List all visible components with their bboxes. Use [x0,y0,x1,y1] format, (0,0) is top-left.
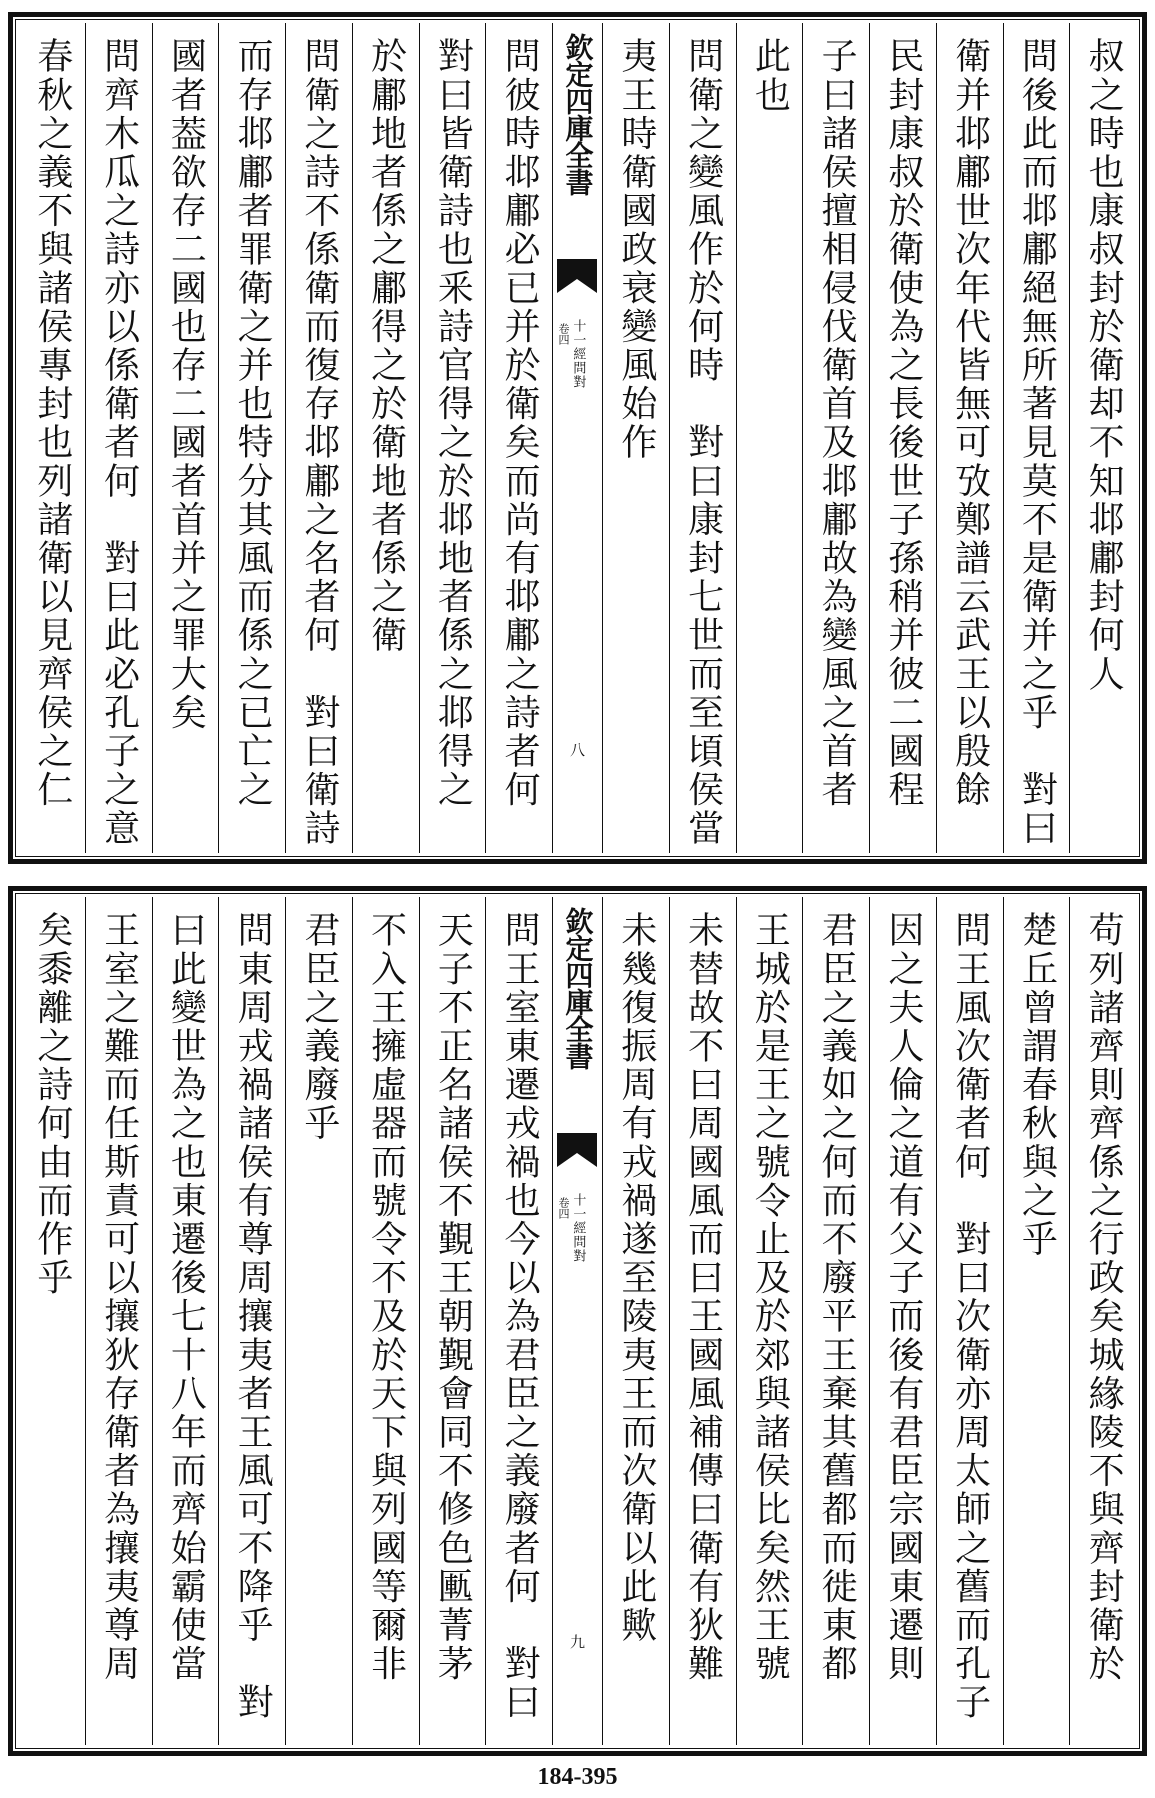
upper-page-columns [19,23,1136,853]
text-column [352,897,419,1745]
text-column [218,23,285,853]
text-column [285,23,352,853]
text-column [736,23,803,853]
column-text: 因之夫人倫之道有父子而後有君臣宗國東遷則 [882,911,924,1683]
fish-tail-mark-icon [557,1133,597,1167]
center-margin-header [552,897,602,1745]
folio-number: 九 [568,1634,586,1649]
column-text: 未幾復振周有戎禍遂至陵夷王而次衛以此歟 [615,911,657,1645]
column-text: 國者葢欲存二國也存二國者首并之罪大矣 [165,37,207,732]
column-text: 此也 [749,37,791,115]
column-text: 問東周戎禍諸侯有尊周攘夷者王風可不降乎 對 [232,911,274,1722]
column-text: 王城於是王之號令止及於郊與諸侯比矣然王號 [749,911,791,1683]
volume-label: 卷四 [557,323,570,345]
chapter-subtitle: 十一經問對 [570,1193,586,1263]
column-text: 苟列諸齊則齊係之行政矣城緣陵不與齊封衛於 [1083,911,1125,1683]
column-text: 問後此而邶鄘絕無所著見莫不是衛并之乎 對曰 [1016,37,1058,848]
text-column [869,897,936,1745]
upper-page [8,12,1147,864]
column-text: 問王室東遷戎禍也今以為君臣之義廢者何 對曰 [499,911,541,1722]
text-column [602,23,669,853]
column-text: 叔之時也康叔封於衛却不知邶鄘封何人 [1083,37,1125,694]
text-column [352,23,419,853]
column-text: 問齊木瓜之詩亦以係衛者何 對曰此必孔子之意 [98,37,140,848]
column-text: 問彼時邶鄘必已并於衛矣而尚有邶鄘之詩者何 [499,37,541,809]
text-column [152,23,219,853]
text-column [936,897,1003,1745]
text-column [152,897,219,1745]
column-text: 楚丘曾謂春秋與之乎 [1016,911,1058,1259]
column-text: 王室之難而任斯責可以攘狄存衛者為攘夷尊周 [98,911,140,1683]
text-column [85,23,152,853]
text-column [485,23,552,853]
book-title: 欽定四庫全書 [561,907,595,1069]
text-column [19,897,85,1745]
text-column [869,23,936,853]
folio-number: 八 [568,742,586,757]
text-column [1069,23,1136,853]
fish-tail-mark-icon [557,259,597,293]
text-column [218,897,285,1745]
text-column [485,897,552,1745]
column-text: 天子不正名諸侯不覲王朝覲會同不修色匭菁茅 [432,911,474,1683]
text-column [1003,23,1070,853]
column-text: 衛并邶鄘世次年代皆無可攷鄭譜云武王以殷餘 [949,37,991,809]
lower-page [8,886,1147,1756]
column-text: 矣黍離之詩何由而作乎 [31,911,73,1297]
text-column [1003,897,1070,1745]
text-column [419,897,486,1745]
column-text: 而存邶鄘者罪衛之并也特分其風而係之已亡之 [232,37,274,809]
page-reference: 184-395 [537,1764,618,1790]
text-column [669,23,736,853]
column-text: 未替故不曰周國風而曰王國風補傳曰衛有狄難 [682,911,724,1683]
text-column [669,897,736,1745]
column-text: 君臣之義廢乎 [298,911,340,1143]
column-text: 曰此變世為之也東遷後七十八年而齊始霸使當 [165,911,207,1683]
text-column [285,897,352,1745]
center-margin-header [552,23,602,853]
text-column [802,897,869,1745]
column-text: 對曰皆衛詩也釆詩官得之於邶地者係之邶得之 [432,37,474,809]
text-column [802,23,869,853]
text-column [19,23,85,853]
chapter-subtitle: 十一經問對 [570,319,586,389]
column-text: 夷王時衛國政衰變風始作 [615,37,657,462]
column-text: 於鄘地者係之鄘得之於衛地者係之衛 [365,37,407,655]
column-text: 子曰諸侯擅相侵伐衛首及邶鄘故為變風之首者 [816,37,858,809]
column-text: 君臣之義如之何而不廢平王棄其舊都而徙東都 [816,911,858,1683]
column-text: 問王風次衛者何 對曰次衛亦周太師之舊而孔子 [949,911,991,1722]
column-text: 民封康叔於衛使為之長後世子孫稍并彼二國程 [882,37,924,809]
text-column [602,897,669,1745]
text-column [419,23,486,853]
lower-page-columns [19,897,1136,1745]
text-column [936,23,1003,853]
column-text: 春秋之義不與諸侯專封也列諸衛以見齊侯之仁 [31,37,73,809]
text-column [736,897,803,1745]
column-text: 問衛之詩不係衛而復存邶鄘之名者何 對曰衛詩 [298,37,340,848]
book-title: 欽定四庫全書 [561,33,595,195]
column-text: 不入王擁虛器而號令不及於天下與列國等爾非 [365,911,407,1683]
column-text: 問衛之變風作於何時 對曰康封七世而至頃侯當 [682,37,724,848]
text-column [85,897,152,1745]
text-column [1069,897,1136,1745]
volume-label: 卷四 [557,1197,570,1219]
